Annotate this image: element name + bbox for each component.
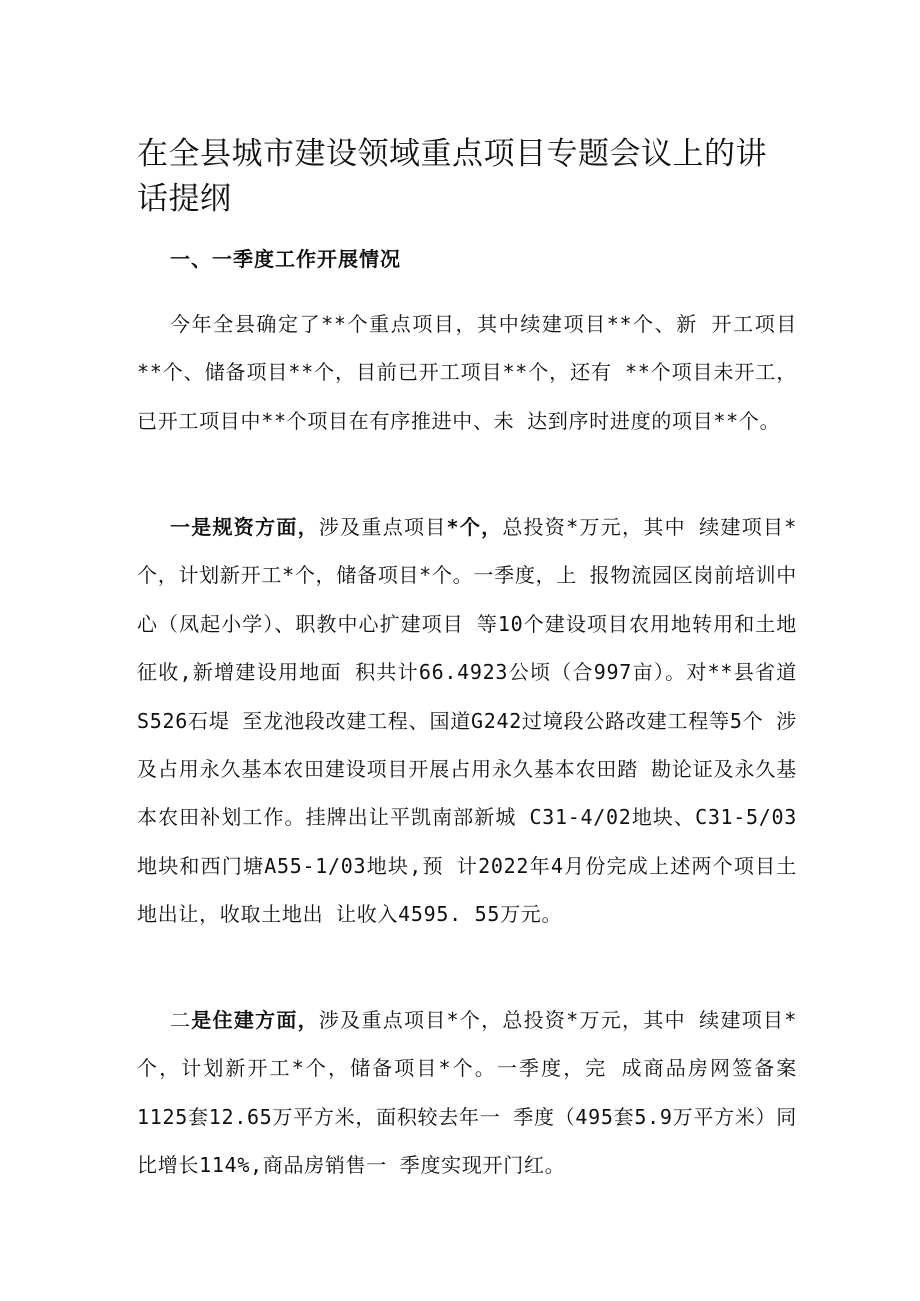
paragraph-count-planning: *个， [446,515,503,539]
document-title: 在全县城市建设领域重点项目专题会议上的讲话提纲 [137,136,767,217]
paragraph-body-housing: 涉及重点项目*个，总投资*万元，其中 续建项目*个，计划新开工*个，储备项目*个。一季度，完 成商品房网签备案1125套12.65万平方米，面积较去年一 季度（495套5.9万平方米）同比增长114%,商品房销售一 季度实现开门红。 [137,1008,797,1178]
paragraph-lead-planning: 一是规资方面， [170,515,319,539]
paragraph-overview: 今年全县确定了**个重点项目，其中续建项目**个、新 开工项目**个、储备项目**个，目前已开工项目**个，还有 **个项目未开工，已开工项目中**个项目在有序推进中、未 达到序时进度的项目**个。 [137,312,797,433]
paragraph-planning-resources [137,503,797,939]
paragraph-housing-construction [137,996,797,1190]
paragraph-lead-housing: 是住建方面， [191,1008,319,1032]
paragraph-body-planning: 总投资*万元，其中 续建项目*个，计划新开工*个，储备项目*个。一季度，上 报物流园区岗前培训中心（凤起小学）、职教中心扩建项目 等10个建设项目农用地转用和土地征收,新增建设用地面 积共计66.4923公顷（合997亩）。对**县省道S526石堤 至龙池段改建工程、国道G242过境段公路改建工程等5个 涉及占用永久基本农田建设项目开展占用永久基本农田踏 勘论证及永久基本农田补划工作。挂牌出让平凯南部新城 C31-4/02地块、C31-5/03地块和西门塘A55-1/03地块,预 计2022年4月份完成上述两个项目土地出让，收取土地出 让收入4595. 55万元。 [137,515,797,927]
paragraph-prefix-housing: 二 [170,1008,192,1032]
section-heading-1: 一、一季度工作开展情况 [170,247,401,271]
paragraph-segment-planning: 涉及重点项目 [318,515,447,539]
